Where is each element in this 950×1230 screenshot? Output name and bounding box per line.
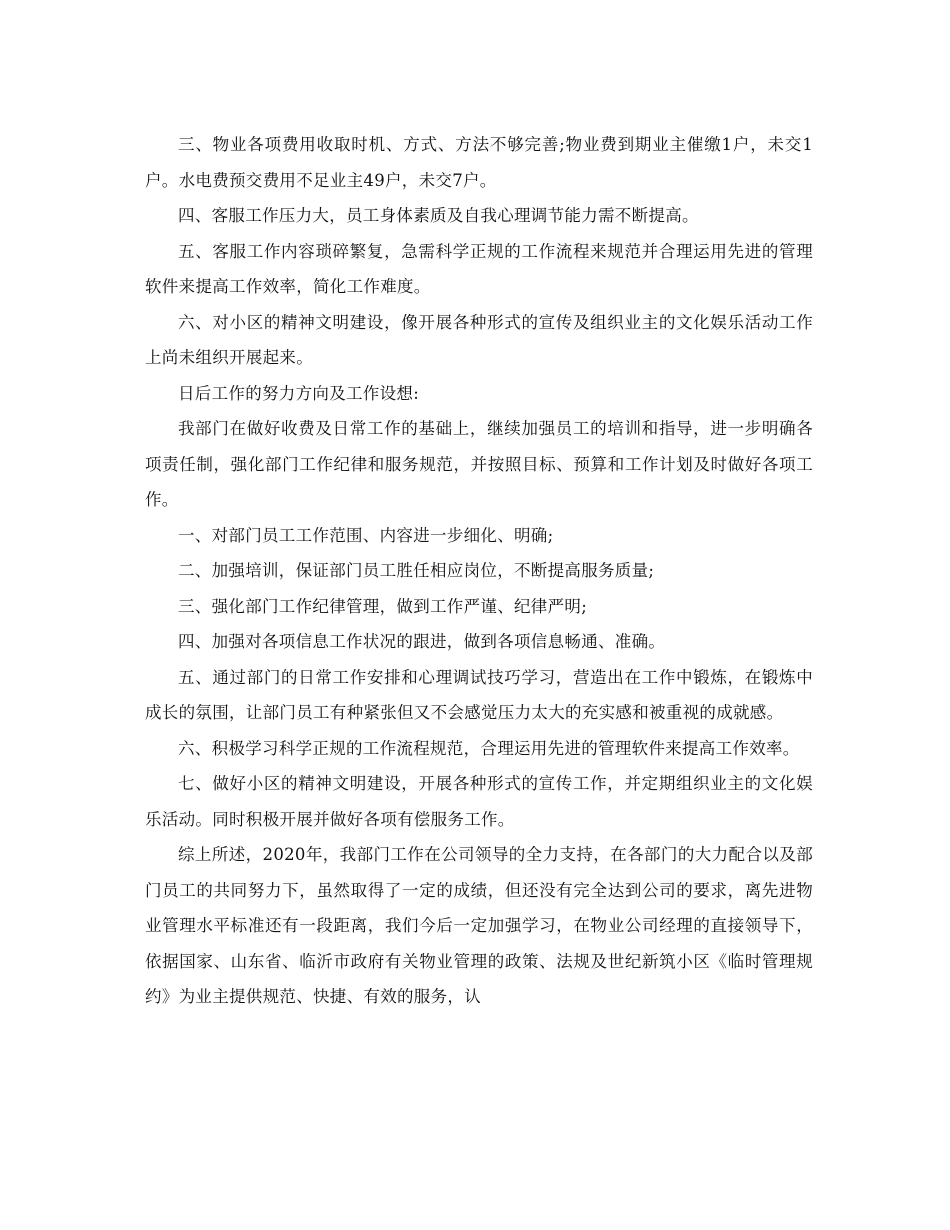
paragraph-plan-item-2: 二、加强培训，保证部门员工胜任相应岗位，不断提高服务质量; (178, 561, 655, 580)
paragraph-fees: 三、物业各项费用收取时机、方式、方法不够完善;物业费到期业主催缴1户，未交1户。水电费预交费用不足业主49户，未交7户。 (145, 135, 813, 190)
paragraph-service-pressure: 四、客服工作压力大，员工身体素质及自我心理调节能力需不断提高。 (178, 206, 699, 225)
paragraph-plan-item-1: 一、对部门员工工作范围、内容进一步细化、明确; (178, 525, 554, 545)
paragraph-department-plan: 我部门在做好收费及日常工作的基础上，继续加强员工的培训和指导，进一步明确各项责任制，强化部门工作纪律和服务规范，并按照目标、预算和工作计划及时做好各项工作。 (145, 419, 813, 509)
paragraph-plan-item-3: 三、强化部门工作纪律管理，做到工作严谨、纪律严明; (178, 596, 588, 616)
document-body (145, 127, 813, 1015)
paragraph-plan-item-5: 五、通过部门的日常工作安排和心理调试技巧学习，营造出在工作中锻炼，在锻炼中成长的氛围，让部门员工有种紧张但又不会感觉压力太大的充实感和被重视的成就感。 (145, 667, 813, 722)
paragraph-plan-item-6: 六、积极学习科学正规的工作流程规范，合理运用先进的管理软件来提高工作效率。 (178, 738, 800, 758)
paragraph-plan-item-4: 四、加强对各项信息工作状况的跟进，做到各项信息畅通、准确。 (178, 632, 666, 651)
paragraph-community-culture: 六、对小区的精神文明建设，像开展各种形式的宣传及组织业主的文化娱乐活动工作上尚未组织开展起来。 (145, 312, 813, 367)
paragraph-summary: 综上所述，2020年，我部门工作在公司领导的全力支持，在各部门的大力配合以及部门员工的共同努力下，虽然取得了一定的成绩，但还没有完全达到公司的要求，离先进物业管理水平标准还有一段距离，我们今后一定加强学习，在物业公司经理的直接领导下，依据国家、山东省、临沂市政府有关物业管理的政策、法规及世纪新筑小区《临时管理规约》为业主提供规范、快捷、有效的服务，认 (145, 845, 813, 1006)
paragraph-future-heading: 日后工作的努力方向及工作设想: (178, 383, 420, 403)
paragraph-service-workflow: 五、客服工作内容琐碎繁复，急需科学正规的工作流程来规范并合理运用先进的管理软件来提高工作效率，简化工作难度。 (145, 241, 813, 296)
paragraph-plan-item-7: 七、做好小区的精神文明建设，开展各种形式的宣传工作，并定期组织业主的文化娱乐活动。同时积极开展并做好各项有偿服务工作。 (145, 774, 813, 829)
